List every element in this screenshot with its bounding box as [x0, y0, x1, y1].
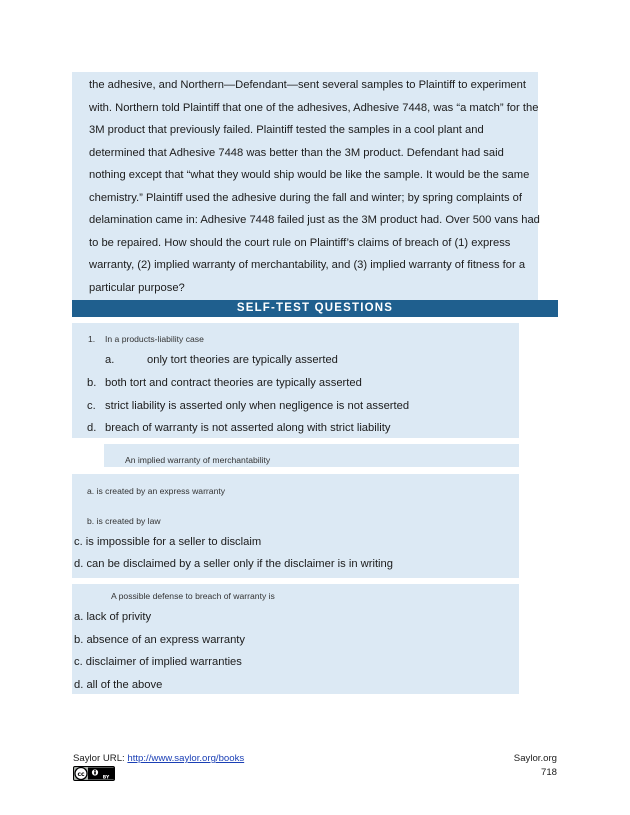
- question-2-stem: An implied warranty of merchantability: [125, 455, 271, 465]
- q1-option-c-letter: c.: [87, 400, 96, 412]
- q2-option-d: d. can be disclaimed by a seller only if the disclaimer is in writing: [74, 558, 393, 570]
- question-1-stem: In a products-liability case: [105, 334, 204, 344]
- q3-option-a: a. lack of privity: [74, 611, 152, 623]
- footer-site: Saylor.org: [513, 753, 557, 764]
- creative-commons-by-icon: [73, 766, 115, 781]
- question-1-number: 1.: [88, 334, 96, 344]
- q2-option-a: a. is created by an express warranty: [87, 486, 226, 496]
- q1-option-a-letter: a.: [105, 354, 115, 366]
- q1-option-b-text: both tort and contract theories are typically asserted: [105, 377, 362, 389]
- q1-option-d-letter: d.: [87, 422, 97, 434]
- exercise-paragraph: the adhesive, and Northern—Defendant—sent several samples to Plaintiff to experiment with. Northern told Plaintiff that one of the adhesives, Adhesive 7448, was “a match” for the 3M product that previously failed. Plaintiff tested the samples in a cool plant and determined that Adhesive 7448 was better than the 3M product. Defendant had said nothing except that “what they would ship would be like the sample. It would be the same chemistry.” Plaintiff used the adhesive during the fall and winter; by spring complaints of delamination came in: Adhesive 7448 failed just as the 3M product had. Over 500 vans had to be repaired. How should the court rule on Plaintiff’s claims of breach of (1) express warranty, (2) implied warranty of merchantability, and (3) implied warranty of fitness for a particular purpose?: [89, 79, 540, 294]
- q2-option-c: c. is impossible for a seller to disclaim: [74, 536, 262, 548]
- footer-url: [73, 753, 244, 764]
- section-title: SELF-TEST QUESTIONS: [72, 300, 558, 317]
- q3-option-d: d. all of the above: [74, 679, 163, 691]
- q1-option-a-text: only tort theories are typically asserted: [147, 354, 338, 366]
- svg-text:cc: cc: [77, 771, 85, 778]
- q1-option-d-text: breach of warranty is not asserted along with strict liability: [105, 422, 391, 434]
- q1-option-c-text: strict liability is asserted only when negligence is not asserted: [105, 400, 410, 412]
- q3-option-b: b. absence of an express warranty: [74, 634, 246, 646]
- q1-option-b-letter: b.: [87, 377, 97, 389]
- license-text: BY: [102, 775, 110, 781]
- page-number: 718: [540, 767, 557, 778]
- q2-option-b: b. is created by law: [87, 516, 161, 526]
- footer-url-link[interactable]: http://www.saylor.org/books: [127, 753, 245, 764]
- footer-url-label: Saylor URL:: [73, 753, 128, 764]
- question-3-stem: A possible defense to breach of warranty is: [111, 591, 275, 601]
- q3-option-c: c. disclaimer of implied warranties: [74, 656, 242, 668]
